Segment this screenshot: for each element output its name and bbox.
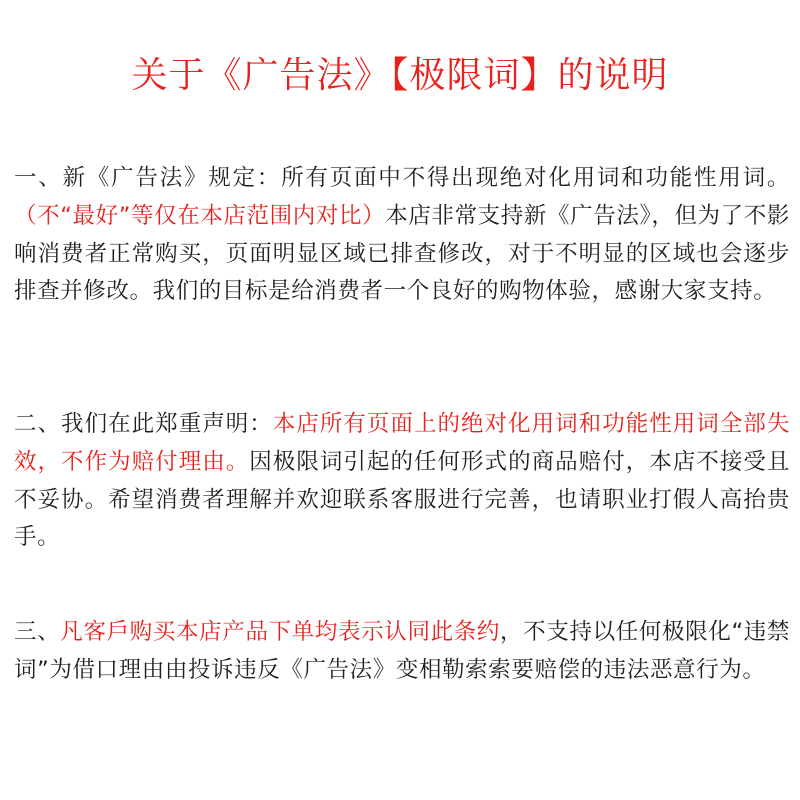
section-3-highlight: 凡客戶购买本店产品下单均表示认同此条约	[60, 619, 501, 645]
section-1-highlight: （不“最好”等仅在本店范围内对比）	[14, 202, 386, 229]
section-3-tail: ，不支持以任何极限化“违禁词”为借口理由由投诉违反《广告法》变相勒索索要赔偿的违法恶意行为。	[14, 619, 791, 683]
section-2-lead: 二、我们在此郑重声明：	[14, 411, 273, 437]
section-3	[14, 614, 790, 690]
section-2	[14, 406, 790, 557]
section-1-lead: 一、新《广告法》规定：所有页面中不得出现绝对化用词和功能性用词。	[14, 165, 790, 191]
section-3-lead: 三、	[14, 619, 61, 645]
section-1-tail: 本店非常支持新《广告法》，但为了不影响消费者正常购买，页面明显区域已排查修改，对于不明显的区域也会逐步排查并修改。我们的目标是给消费者一个良好的购物体验，感谢大家支持。	[14, 202, 790, 305]
section-2-tail: 因极限词引起的任何形式的商品赔付，本店不接受且不妥协。希望消费者理解并欢迎联系客服进行完善，也请职业打假人高抬贵手。	[14, 448, 790, 551]
page-title: 关于《广告法》【极限词】的说明	[131, 55, 669, 96]
section-2-highlight: 本店所有页面上的绝对化用词和功能性用词全部失效，不作为赔付理由。	[14, 411, 790, 475]
section-1	[14, 160, 790, 311]
